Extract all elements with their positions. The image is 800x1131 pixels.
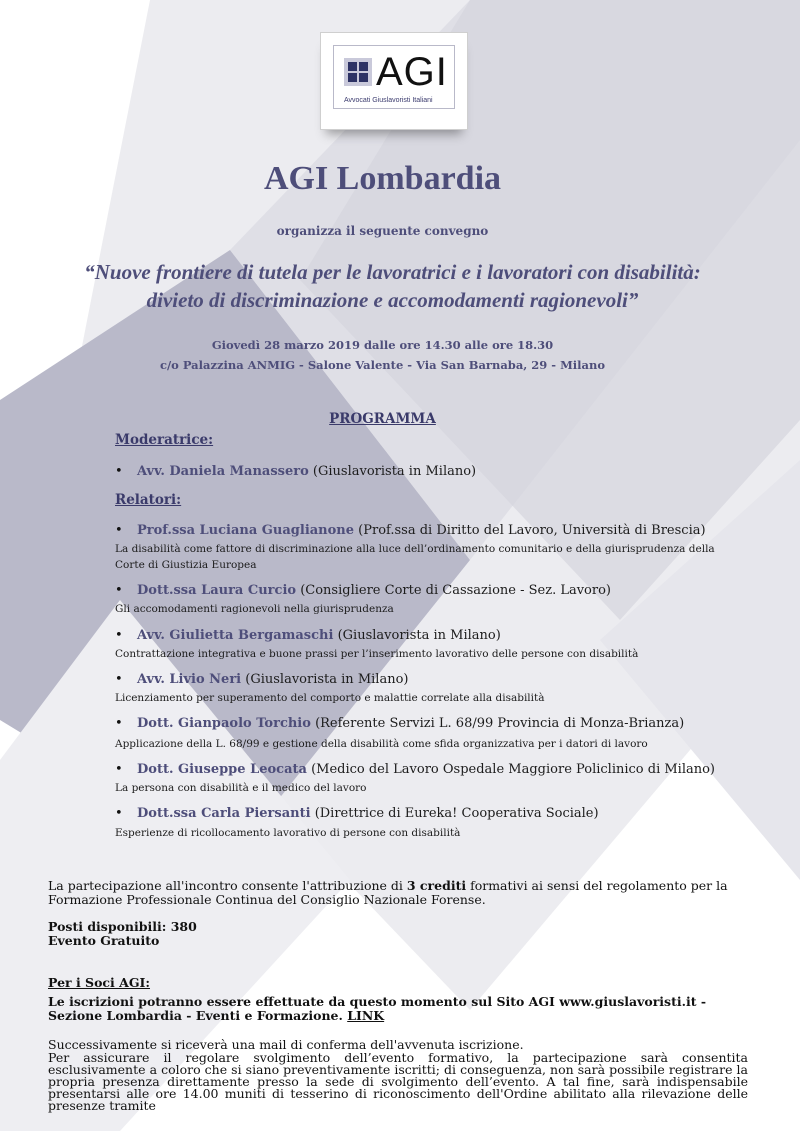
moderator-heading: Moderatrice:: [115, 432, 214, 448]
bullet-icon: •: [115, 583, 123, 598]
moderator-name: Avv. Daniela Manassero: [137, 464, 309, 479]
registration-paragraph: [48, 995, 748, 1023]
talk-title: Licenziamento per superamento del comporto e malattie correlate alla disabilità: [115, 692, 545, 704]
registration-link[interactable]: LINK: [347, 1008, 385, 1023]
speaker-role: (Giuslavorista in Milano): [337, 628, 501, 643]
page-subtitle: organizza il seguente convegno: [276, 224, 489, 238]
credits-text-post: formativi ai sensi del regolamento per la Formazione Professionale Continua del Consiglio Nazionale Forense.: [48, 878, 728, 907]
members-heading: Per i Soci AGI:: [48, 975, 150, 990]
bullet-icon: •: [115, 716, 123, 731]
confirmation-text: Successivamente si riceverà una mail di conferma dell'avvenuta iscrizione.: [48, 1037, 524, 1052]
event-place: c/o Palazzina ANMIG - Salone Valente - Via San Barnaba, 29 - Milano: [159, 358, 606, 372]
talk-title: Contrattazione integrativa e buone prassi per l’inserimento lavorativo delle persone con disabilità: [115, 648, 639, 660]
speaker-item: [115, 583, 611, 598]
speaker-item: [115, 806, 599, 821]
speaker-name: Dott. Gianpaolo Torchio: [137, 716, 311, 731]
speaker-role: (Direttrice di Eureka! Cooperativa Sociale): [314, 806, 599, 821]
speaker-item: [115, 628, 501, 643]
speaker-item: [115, 762, 715, 777]
speaker-name: Prof.ssa Luciana Guaglianone: [137, 523, 355, 538]
speaker-role: (Referente Servizi L. 68/99 Provincia di Monza-Brianza): [315, 716, 685, 731]
moderator-item: [115, 464, 476, 479]
speaker-role: (Medico del Lavoro Ospedale Maggiore Policlinico di Milano): [311, 762, 716, 777]
speaker-item: [115, 672, 408, 687]
speaker-name: Dott.ssa Carla Piersanti: [137, 806, 311, 821]
speaker-name: Avv. Giulietta Bergamaschi: [137, 628, 334, 643]
free-event: Evento Gratuito: [48, 933, 160, 948]
talk-title: Applicazione della L. 68/99 e gestione della disabilità come sfida organizzativa per i datori di lavoro: [115, 738, 648, 750]
bullet-icon: •: [115, 628, 123, 643]
bullet-icon: •: [115, 464, 123, 479]
moderator-role: (Giuslavorista in Milano): [312, 464, 477, 479]
seats-available: Posti disponibili: 380: [48, 919, 197, 934]
speaker-name: Dott.ssa Laura Curcio: [137, 583, 297, 598]
logo-subtitle: Avvocati Giuslavoristi Italiani: [344, 97, 433, 104]
page-title: AGI Lombardia: [263, 160, 502, 197]
conference-title-line-2: divieto di discriminazione e accomodamenti ragionevoli”: [146, 288, 639, 312]
speaker-item: [115, 716, 684, 731]
bullet-icon: •: [115, 523, 123, 538]
event-date: Giovedì 28 marzo 2019 dalle ore 14.30 alle ore 18.30: [211, 338, 554, 352]
credits-paragraph: [48, 879, 748, 907]
speaker-role: (Giuslavorista in Milano): [245, 672, 409, 687]
talk-title: Esperienze di ricollocamento lavorativo di persone con disabilità: [115, 827, 461, 839]
logo-text: AGI: [376, 50, 448, 94]
logo-squares-icon: [344, 58, 372, 86]
agi-logo: [320, 32, 468, 130]
logo-frame: [333, 45, 455, 109]
speaker-role: (Consigliere Corte di Cassazione - Sez. Lavoro): [300, 583, 611, 598]
speaker-name: Dott. Giuseppe Leocata: [137, 762, 307, 777]
speaker-item: [115, 523, 706, 538]
credits-text-pre: La partecipazione all'incontro consente l'attribuzione di: [48, 878, 407, 893]
attendance-notice: Per assicurare il regolare svolgimento dell’evento formativo, la partecipazione sarà consentita esclusivamente a coloro che si siano preventivamente iscritti; di conseguenza, non sarà possibile registrare la propria presenza direttamente presso la sede di svolgimento dell’evento. A tal fine, sarà indispensabile presentarsi alle ore 14.00 muniti di tesserino di riconoscimento dell'Ordine abilitato alla rilevazione delle presenze tramite: [48, 1050, 748, 1113]
credits-count: 3 crediti: [406, 878, 467, 893]
bullet-icon: •: [115, 672, 123, 687]
speaker-role: (Prof.ssa di Diritto del Lavoro, Università di Brescia): [358, 523, 706, 538]
program-heading: PROGRAMMA: [329, 411, 436, 427]
talk-title: La disabilità come fattore di discriminazione alla luce dell’ordinamento comunitario e della giurisprudenza della Corte di Giustizia Europea: [115, 543, 715, 571]
talk-title: Gli accomodamenti ragionevoli nella giurisprudenza: [115, 603, 394, 615]
conference-title-line-1: “Nuove frontiere di tutela per le lavoratrici e i lavoratori con disabilità:: [84, 260, 701, 284]
speaker-name: Avv. Livio Neri: [137, 672, 242, 687]
bullet-icon: •: [115, 762, 123, 777]
registration-text: Le iscrizioni potranno essere effettuate da questo momento sul Sito AGI www.giuslavoristi.it - Sezione Lombardia - Eventi e Formazione.: [48, 994, 707, 1023]
conference-title: [40, 258, 745, 314]
bullet-icon: •: [115, 806, 123, 821]
speakers-heading: Relatori:: [115, 492, 182, 508]
talk-title: La persona con disabilità e il medico del lavoro: [115, 782, 367, 794]
